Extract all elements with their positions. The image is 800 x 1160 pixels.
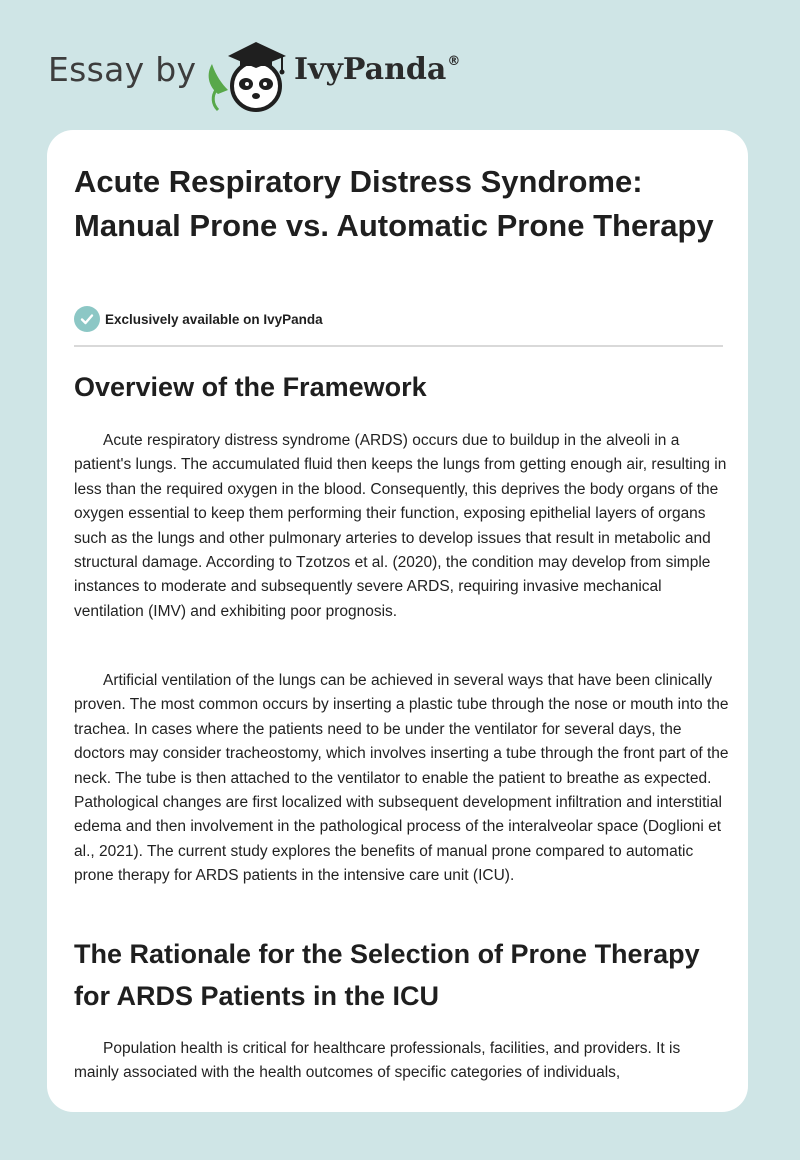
panda-graduate-icon	[202, 34, 294, 114]
badge-text: Exclusively available on IvyPanda	[105, 311, 323, 327]
check-circle-icon	[74, 306, 100, 332]
exclusive-badge	[74, 306, 323, 332]
brand-name[interactable]: IvyPanda®	[294, 52, 461, 87]
registered-mark: ®	[447, 54, 461, 69]
section-heading-rationale: The Rationale for the Selection of Prone Therapy for ARDS Patients in the ICU	[74, 939, 700, 1011]
paragraph: Acute respiratory distress syndrome (ARDS) occurs due to buildup in the alveoli in a patient's lungs. The accumulated fluid then keeps the lungs from getting enough air, resulting in less than the required oxygen in the blood. Consequently, this deprives the body organs of the oxygen essential to keep them performing their function, exposing epithelial layers of organs such as the lungs and other pulmonary arteries to develop issues that result in metabolic and structural damage. According to Tzotzos et al. (2020), the condition may develop from simple instances to moderate and subsequently severe ARDS, requiring invasive mechanical ventilation (IMV) and exhibiting poor prognosis.	[74, 432, 727, 620]
brand-header	[48, 34, 508, 114]
brand-prefix: Essay by	[48, 50, 197, 89]
section-heading-overview: Overview of the Framework	[74, 372, 427, 402]
essay-card	[47, 130, 748, 1112]
paragraph: Artificial ventilation of the lungs can be achieved in several ways that have been clinically proven. The most common occurs by inserting a plastic tube through the nose or mouth into the trachea. In cases where the patients need to be under the ventilator for several days, the doctors may consider tracheostomy, which involves inserting a tube through the front part of the neck. The tube is then attached to the ventilator to enable the patient to breathe as expected. Pathological changes are first localized with subsequent development infiltration and interstitial edema and then involvement in the pathological process of the interalveolar space (Doglioni et al., 2021). The current study explores the benefits of manual prone compared to automatic prone therapy for ARDS patients in the intensive care unit (ICU).	[74, 672, 729, 885]
essay-title: Acute Respiratory Distress Syndrome: Manual Prone vs. Automatic Prone Therapy	[74, 164, 714, 243]
paragraph: Population health is critical for healthcare professionals, facilities, and providers. It is mainly associated with the health outcomes of specific categories of individuals,	[74, 1040, 681, 1082]
divider	[74, 345, 723, 347]
